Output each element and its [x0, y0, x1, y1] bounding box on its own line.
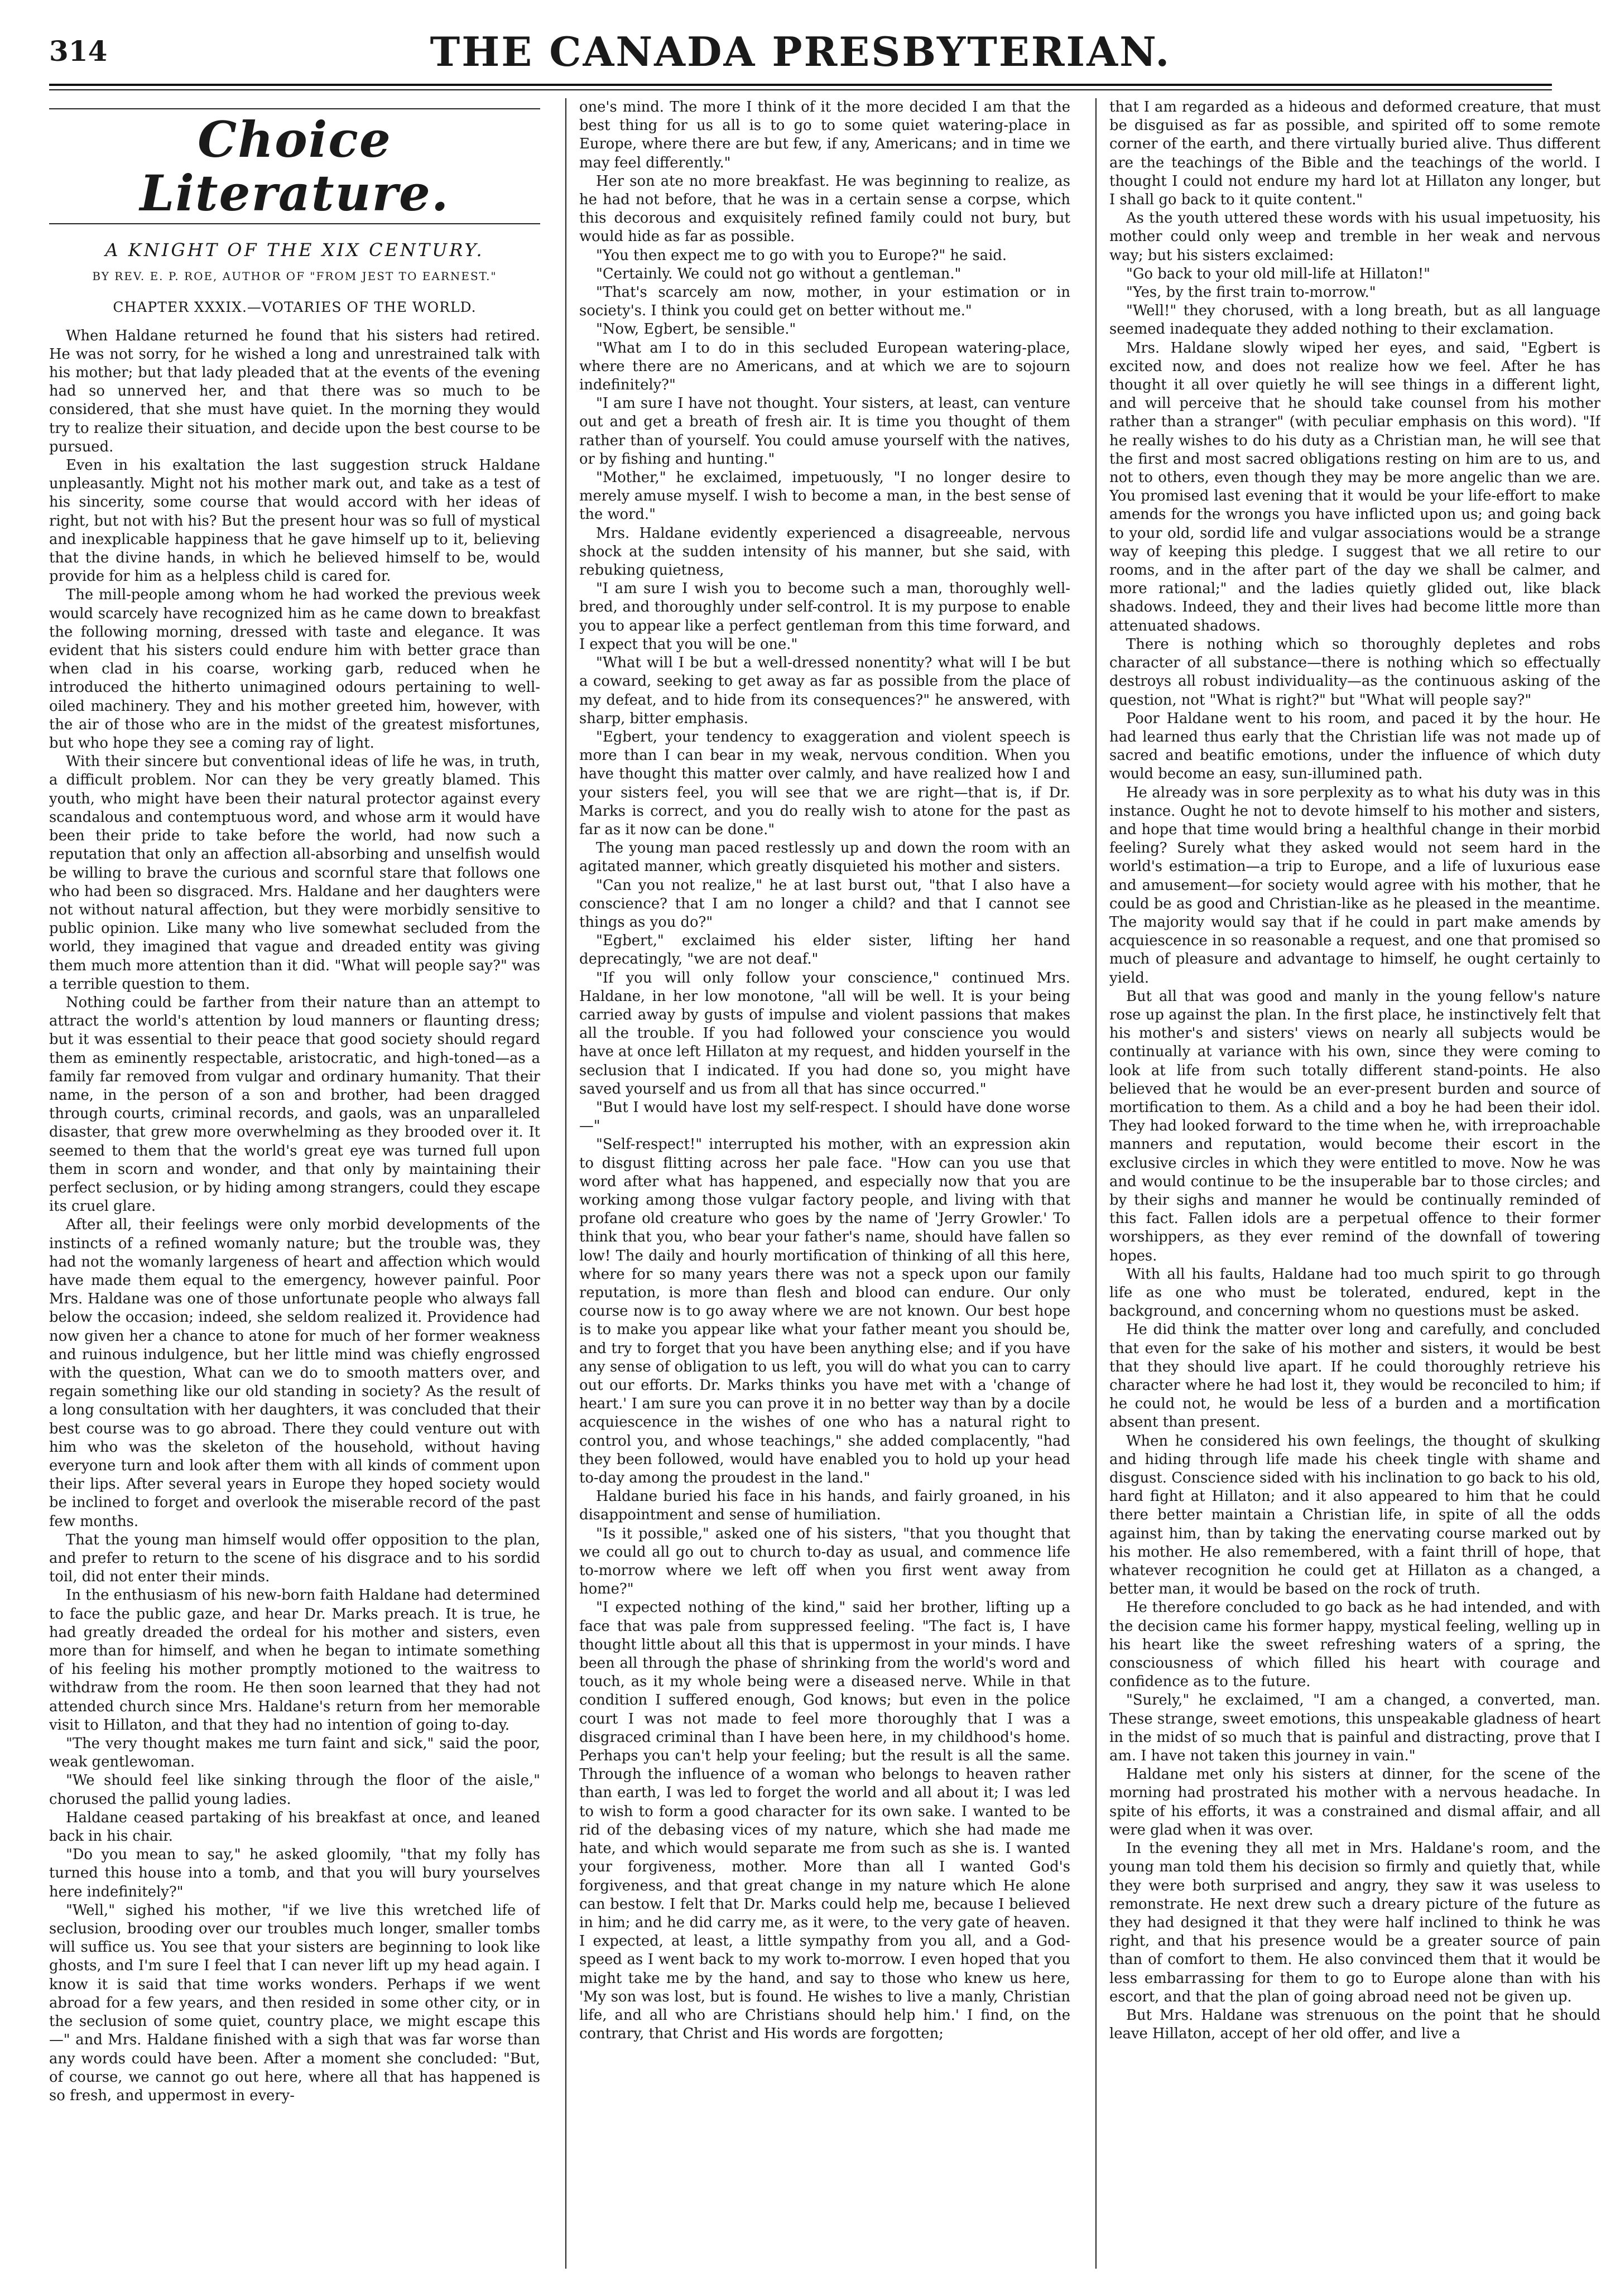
chapter-heading: CHAPTER XXXIX.—VOTARIES OF THE WORLD. [113, 299, 477, 316]
paragraph: But all that was good and manly in the young fellow's nature rose up against the plan. In the first place, he instinctively felt that his mother's and sisters' views on nearly all subjects would be continually at variance with his own, since they were coming to look at life from such totally different stand-points. He also believed that he would be an ever-present burden and source of mortification to them. As a child and a boy he had been their idol. They had looked forward to the time when he, with irreproachable manners and reputation, would become their escort in the exclusive circles in which they were entitled to move. Now he was and would continue to be the insuperable bar to those circles; and by their sighs and manner he would be continually reminded of this fact. Fallen idols are a perpetual offence to their former worshippers, as they ever remind of the downfall of towering hopes. [1109, 988, 1600, 1264]
section-heading-text: Choice Literature. [49, 108, 540, 224]
paragraph: "Now, Egbert, be sensible." [596, 321, 796, 338]
paragraph: "We should feel like sinking through the floor of the aisle," chorused the pallid young ladies. [49, 1772, 540, 1808]
paragraph: He did think the matter over long and carefully, and concluded that even for the sake of his mother and sisters, it would be best that they should live apart. If he could thoroughly retrieve his character where he had lost it, they would be reconciled to him; if he could not, he would be less of a burden and a mortification absent than present. [1109, 1321, 1600, 1431]
paragraph: "I am sure I wish you to become such a man, thoroughly well-bred, and thoroughly under self-control. It is my purpose to enable you to appear like a perfect gentleman from this time forward, and I expect that you will be one." [579, 580, 1070, 653]
paragraph: "Mother," he exclaimed, impetuously, "I no longer desire to merely amuse myself. I wish to become a man, in the best sense of the word." [579, 469, 1070, 523]
paragraph: Nothing could be farther from their nature than an attempt to attract the world's attention by loud manners or flaunting dress; but it was essential to their peace that good society should regard them as eminently respectable, aristocratic, and high-toned—as a family far removed from vulgar and ordinary humanity. That their name, in the person of a son and brother, had been dragged through courts, criminal records, and gaols, was an unparalleled disaster, that grew more overwhelming as they brooded over it. It seemed to them that the world's great eye was turned full upon them in scorn and wonder, and that only by maintaining their perfect seclusion, or by hiding among strangers, could they escape its cruel glare. [49, 994, 540, 1215]
paragraph: "Surely," he exclaimed, "I am a changed, a converted, man. These strange, sweet emotions, this unspeakable gladness of heart in the midst of so much that is painful and distracting, prove that I am. I have not taken this journey in vain." [1109, 1692, 1600, 1765]
paragraph: "Well!" they chorused, with a long breath, but as all language seemed inadequate they added nothing to their exclamation. [1109, 302, 1600, 338]
paragraph: "That's scarcely am now, mother, in your estimation or in society's. I think you could get on better without me." [579, 284, 1070, 320]
journal-title: THE CANADA PRESBYTERIAN. [430, 28, 1171, 75]
paragraph: one's mind. The more I think of it the more decided I am that the best thing for us all is to go to some quiet watering-place in Europe, where there are but few, if any, Americans; and in time we may feel differently." [579, 99, 1070, 171]
paragraph: "What will I be but a well-dressed nonentity? what will I be but a coward, seeking to get away as far as possible from the place of my defeat, and to hide from its consequences?" he answered, with sharp, bitter emphasis. [579, 654, 1070, 727]
column-1 [49, 98, 540, 2274]
paragraph: Even in his exaltation the last suggestion struck Haldane unpleasantly. Might not his mother mark out, and take as a test of his sincerity, some course that would accord with her ideas of right, but not with his? But the present hour was so full of mystical and inexplicable happiness that he gave himself up to it, believing that the divine hands, in which he believed himself to be, would provide for him as a helpless child is cared for. [49, 457, 540, 585]
header-rule [49, 84, 1552, 86]
paragraph: "Egbert, your tendency to exaggeration and violent speech is more than I can bear in my weak, nervous condition. When you have thought this matter over calmly, and have realized how I and your sisters feel, you will see that we are right—that is, if Dr. Marks is correct, and you do really wish to atone for the past as far as it now can be done." [579, 728, 1070, 838]
paragraph: that I am regarded as a hideous and deformed creature, that must be disguised as far as possible, and spirited off to some remote corner of the earth, and there virtually buried alive. Thus different are the teachings of the Bible and the teachings of the world. I thought I could not endure my hard lot at Hillaton any longer, but I shall go back to it quite content." [1109, 99, 1600, 209]
paragraph: The mill-people among whom he had worked the previous week would scarcely have recognized him as he came down to breakfast the following morning, dressed with taste and elegance. It was evident that his sisters could endure him with better grace than when clad in his coarse, working garb, reduced when he introduced the hitherto unimagined odours pertaining to well-oiled machinery. They and his mother greeted him, however, with the air of those who are in the midst of the greatest misfortunes, but who hope they see a coming ray of light. [49, 586, 540, 752]
paragraph: But Mrs. Haldane was strenuous on the point that he should leave Hillaton, accept of her old offer, and live a [1109, 2006, 1600, 2043]
paragraph: The young man paced restlessly up and down the room with an agitated manner, which greatly disquieted his mother and sisters. [579, 840, 1070, 875]
byline: BY REV. E. P. ROE, AUTHOR OF "FROM JEST TO EARNEST." [92, 269, 497, 283]
section-heading [49, 108, 540, 224]
paragraph: "Certainly. We could not go without a gentleman." [596, 265, 961, 282]
paragraph: There is nothing which so thoroughly depletes and robs character of all substance—there is nothing which so effectually destroys all robust individuality—as the continuous asking of the question, not "What is right?" but "What will people say?" [1109, 636, 1600, 709]
paragraph: "Well," sighed his mother, "if we live this wretched life of seclusion, brooding over our troubles much longer, smaller tombs will suffice us. You see that your sisters are beginning to look like ghosts, and I'm sure I feel that I can never lift up my head again. I know it is said that time works wonders. Perhaps if we went abroad for a few years, and then resided in some other city, or in the seclusion of some quiet, country place, we might escape this—" and Mrs. Haldane finished with a sigh that was far worse than any words could have been. After a moment she concluded: "But, of course, we cannot go out here, where all that has happened is so fresh, and uppermost in every- [49, 1902, 540, 2104]
paragraph: "Yes, by the first train to-morrow." [1126, 284, 1376, 301]
page-number: 314 [49, 35, 108, 68]
paragraph: "Go back to your old mill-life at Hillaton!" [1126, 265, 1430, 282]
paragraph: "I am sure I have not thought. Your sisters, at least, can venture out and get a breath of fresh air. It is time you thought of them rather than of yourself. You could amuse yourself with the natives, or by fishing and hunting." [579, 395, 1070, 468]
paragraph: Mrs. Haldane slowly wiped her eyes, and said, "Egbert is excited now, and does not realize how we feel. After he has thought it all over quietly he will see things in a different light, and will perceive that he should take counsel from his mother rather than a stranger" (with peculiar emphasis on this word). "If he really wishes to do his duty as a Christian man, he will see that the first and most sacred obligations resting on him are to us, and not to others, even though they may be more angelic than we are. You promised last evening that it would be your life-effort to make amends for the wrongs you have inflicted upon us; and going back to your old, sordid life and vulgar associations would be a strange way of keeping this pledge. I suggest that we all retire to our rooms, and in the after part of the day we shall be calmer, and more rational;" and the ladies quietly glided out, like black shadows. Indeed, they and their lives had become little more than attenuated shadows. [1109, 339, 1600, 634]
paragraph: He therefore concluded to go back as he had intended, and with the decision came his former happy, mystical feeling, welling up in his heart like the sweet refreshing waters of a spring, the consciousness of which filled his heart with courage and confidence as to the future. [1109, 1599, 1600, 1691]
paragraph: As the youth uttered these words with his usual impetuosity, his mother could only weep and tremble in her weak and nervous way; but his sisters exclaimed: [1109, 210, 1600, 264]
paragraph: "What am I to do in this secluded European watering-place, where there are no Americans, and at which we are to sojourn indefinitely?" [579, 339, 1070, 394]
story-title: A KNIGHT OF THE XIX CENTURY. [105, 239, 484, 261]
paragraph: Haldane met only his sisters at dinner, for the scene of the morning had prostrated his mother with a nervous headache. In spite of his efforts, it was a constrained and dismal affair, and all were glad when it was over. [1109, 1766, 1600, 1838]
paragraph: "Do you mean to say," he asked gloomily, "that my folly has turned this house into a tomb, and that you will bury yourselves here indefinitely?" [49, 1846, 540, 1900]
paragraph: Haldane ceased partaking of his breakfast at once, and leaned back in his chair. [49, 1809, 540, 1845]
paragraph: Mrs. Haldane evidently experienced a disagreeable, nervous shock at the sudden intensity of his manner, but she said, with rebuking quietness, [579, 524, 1070, 579]
paragraph: "Can you not realize," he at last burst out, "that I also have a conscience? that I am no longer a child? and that I cannot see things as you do?" [579, 877, 1070, 931]
paragraph: "Egbert," exclaimed his elder sister, lifting her hand deprecatingly, "we are not deaf." [579, 932, 1070, 968]
paragraph: "Self-respect!" interrupted his mother, with an expression akin to disgust flitting across her pale face. "How can you use that word after what has happened, and especially now that you are working among those vulgar factory people, and living with that profane old creature who goes by the name of 'Jerry Growler.' To think that you, who bear your father's name, should have fallen so low! The daily and hourly mortification of thinking of all this here, where for so many years there was not a speck upon our family reputation, is more than flesh and blood can endure. Our only course now is to go away where we are not known. Our best hope is to make you appear like what your father meant you should be, and try to forget that you have been anything else; and if you have any sense of obligation to us left, you will do what you can to carry out our efforts. Dr. Marks thinks you have met with a 'change of heart.' I am sure you can prove it in no better way than by a docile acquiescence in the wishes of one who has a natural right to control you, and whose teachings," she added complacently, "had they been followed, would have enabled you to hold up your head to-day among the proudest in the land." [579, 1136, 1070, 1487]
paragraph: When Haldane returned he found that his sisters had retired. He was not sorry, for he wished a long and unrestrained talk with his mother; but that lady pleaded that at the events of the evening had so unnerved her, and that there was so much to be considered, that she must have quiet. In the morning they would try to realize their situation, and decide upon the best course to be pursued. [49, 327, 540, 455]
paragraph: With all his faults, Haldane had too much spirit to go through life as one who must be tolerated, endured, kept in the background, and concerning whom no questions must be asked. [1109, 1265, 1600, 1320]
paragraph: Poor Haldane went to his room, and paced it by the hour. He had learned thus early that the Christian life was not made up of sacred and beatific emotions, under the influence of which duty would become an easy, sun-illumined path. [1109, 710, 1600, 783]
header-rule-thin [49, 89, 1552, 90]
paragraph: He already was in sore perplexity as to what his duty was in this instance. Ought he not to devote himself to his mother and sisters, and hope that time would bring a healthful change in their morbid feeling? Surely what they asked would not seem hard in the world's estimation—a trip to Europe, and a life of luxurious ease and amusement—for society would agree with his mother, that he could be as good and Christian-like as he pleased in the meantime. The majority would say that if he could in part make amends by acquiescence in so reasonable a request, and one that promised so much of pleasure and advantage to himself, he ought certainly to yield. [1109, 784, 1600, 986]
column-2 [579, 98, 1070, 2274]
article-columns [49, 98, 1600, 2274]
paragraph: "If you will only follow your conscience," continued Mrs. Haldane, in her low monotone, "all will be well. It is your being carried away by gusts of impulse and violent passions that makes all the trouble. If you had followed your conscience you would have at once left Hillaton at my request, and hidden yourself in the seclusion that I indicated. If you had done so, you might have saved yourself and us from all that has since occurred." [579, 969, 1070, 1098]
paragraph: "But I would have lost my self-respect. I should have done worse—" [579, 1099, 1070, 1135]
paragraph: With their sincere but conventional ideas of life he was, in truth, a difficult problem. Nor can they be very greatly blamed. This youth, who might have been their natural protector against every scandalous and contemptuous word, and whose arm it would have been their pride to take before the world, had now such a reputation that only an affection all-absorbing and unselfish would be willing to brave the curious and scornful stare that follows one who had been so disgraced. Mrs. Haldane and her daughters were not without natural affection, but they were morbidly sensitive to public opinion. Like many who live somewhat secluded from the world, they imagined that vague and dreaded entity was giving them much more attention than it did. "What will people say?" was a terrible question to them. [49, 753, 540, 993]
page-header [49, 22, 1552, 84]
paragraph: After all, their feelings were only morbid developments of the instincts of a refined womanly nature; but the trouble was, they had not the womanly largeness of heart and affection which would have made them equal to the emergency, however painful. Poor Mrs. Haldane was one of those unfortunate people who always fall below the occasion; indeed, she seldom realized it. Providence had now given her a chance to atone for much of her former weakness and ruinous indulgence, but her little mind was chiefly engrossed with the question, What can we do to smooth matters over, and regain something like our old standing in society? As the result of a long consultation with her daughters, it was concluded that their best course was to go abroad. There they could venture out with him who was the skeleton of the household, without having everyone turn and look after them with all kinds of comment upon their lips. After several years in Europe they hoped society would be inclined to forget and overlook the miserable record of the past few months. [49, 1216, 540, 1530]
paragraph: That the young man himself would offer opposition to the plan, and prefer to return to the scene of his disgrace and to his sordid toil, did not enter their minds. [49, 1531, 540, 1586]
column-3 [1109, 98, 1600, 2274]
paragraph: Haldane buried his face in his hands, and fairly groaned, in his disappointment and sense of humiliation. [579, 1488, 1070, 1524]
paragraph: "I expected nothing of the kind," said her brother, lifting up a face that was pale from suppressed feeling. "The fact is, I have thought little about all this that is uppermost in your minds. I have been all through the phase of shrinking from the world's word and touch, as it my whole being were a diseased nerve. While in that condition I suffered enough, God knows; but even in the police court I was not made to feel more thoroughly that I was a disgraced criminal than I have been here, in my childhood's home. Perhaps you can't help your feeling; but the result is all the same. Through the influence of a woman who belongs to heaven rather than earth, I was led to forget the world and all about it; I was led to wish to form a good character for its own sake. I wanted to be rid of the debasing vices of my nature, which she had made me hate, and which would separate me from such as she is. I wanted your forgiveness, mother. More than all I wanted God's forgiveness, and that great change in my nature which He alone can bestow. I felt that Dr. Marks could help me, because I believed in him; and he did carry me, as it were, to the very gate of heaven. I expected, at least, a little sympathy from you all, and a God-speed as I went back to my work to-morrow. I even hoped that you might take me by the hand, and say to those who knew us here, 'My son was lost, but is found. He wishes to live a manly, Christian life, and all who are Christians should help him.' I find, on the contrary, that Christ and His words are forgotten; [579, 1599, 1070, 2043]
paragraph: In the evening they all met in Mrs. Haldane's room, and the young man told them his decision so firmly and quietly that, while they were both surprised and angry, they saw it was useless to remonstrate. He next drew such a dreary picture of the future as they had designed it that they were half inclined to think he was right, and that his presence would be a greater source of pain than of comfort to them. He also convinced them that it would be less embarrassing for them to go to Europe alone than with his escort, and that the plan of going abroad need not be given up. [1109, 1840, 1600, 2005]
paragraph: When he considered his own feelings, the thought of skulking and hiding through life made his cheek tingle with shame and disgust. Conscience sided with his inclination to go back to his old, hard fight at Hillaton; and it also appeared to him that he could there better maintain a Christian life, in spite of all the odds against him, than by taking the enervating course marked out by his mother. He also remembered, with a faint thrill of hope, that whatever recognition he could get at Hillaton as a changed, a better man, it would be based on the rock of truth. [1109, 1432, 1600, 1598]
paragraph: "You then expect me to go with you to Europe?" he said. [596, 247, 1007, 264]
paragraph: In the enthusiasm of his new-born faith Haldane had determined to face the public gaze, and hear Dr. Marks preach. It is true, he had greatly dreaded the ordeal for his mother and sisters, even more than for himself, and when he began to intimate something of his feeling his mother promptly motioned to the waitress to withdraw from the room. He then soon learned that they had not attended church since Mrs. Haldane's return from her memorable visit to Hillaton, and that they had no intention of going to-day. [49, 1587, 540, 1734]
paragraph: Her son ate no more breakfast. He was beginning to realize, as he had not before, that he was in a certain sense a corpse, which this decorous and exquisitely refined family could not bury, but would hide as far as possible. [579, 172, 1070, 246]
paragraph: "Is it possible," asked one of his sisters, "that you thought that we could all go out to church to-day as usual, and commence life to-morrow where we left off when you first went away from home?" [579, 1525, 1070, 1598]
paragraph: "The very thought makes me turn faint and sick," said the poor, weak gentlewoman. [49, 1735, 540, 1771]
